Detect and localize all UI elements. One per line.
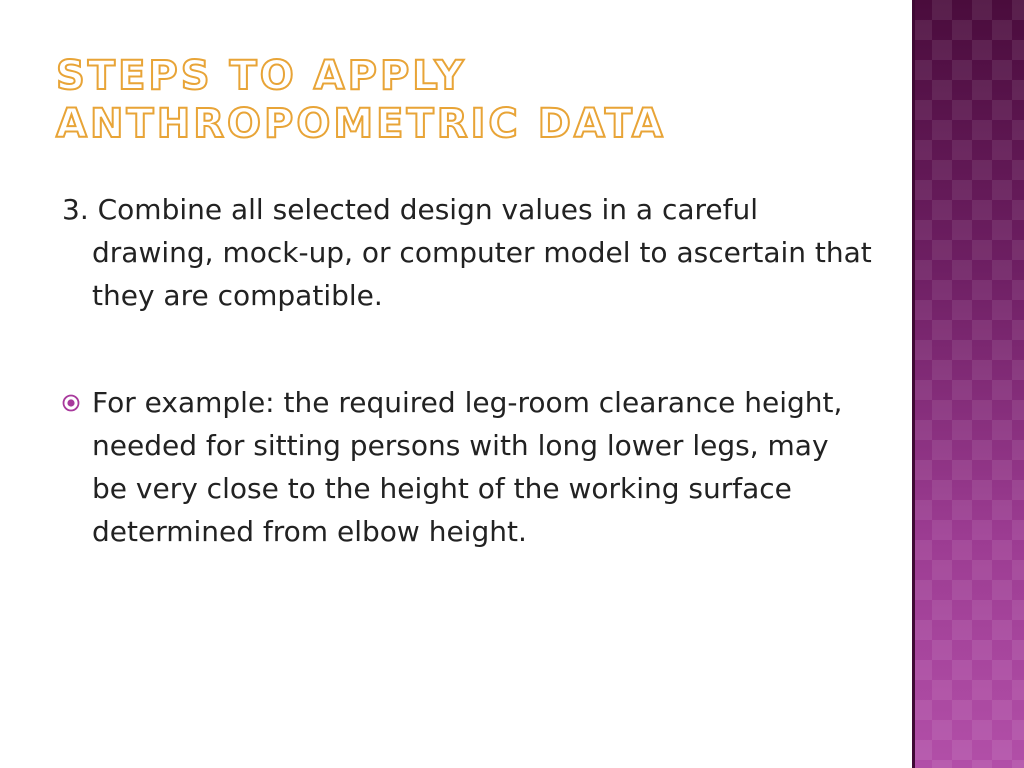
paragraph-step-3: 3. Combine all selected design values in a careful drawing, mock-up, or computer model to ascertain that they are compatible. (62, 193, 872, 312)
sidebar-divider (912, 0, 915, 768)
decorative-sidebar (912, 0, 1024, 768)
circle-bullet-icon (62, 394, 80, 412)
slide-title: STEPS TO APPLY ANTHROPOMETRIC DATA (56, 53, 666, 147)
bullet-text: For example: the required leg-room clearance height, needed for sitting persons with long lower legs, may be very close to the height of the working surface determined from elbow height. (92, 386, 843, 548)
bullet-paragraph-example (62, 381, 872, 553)
